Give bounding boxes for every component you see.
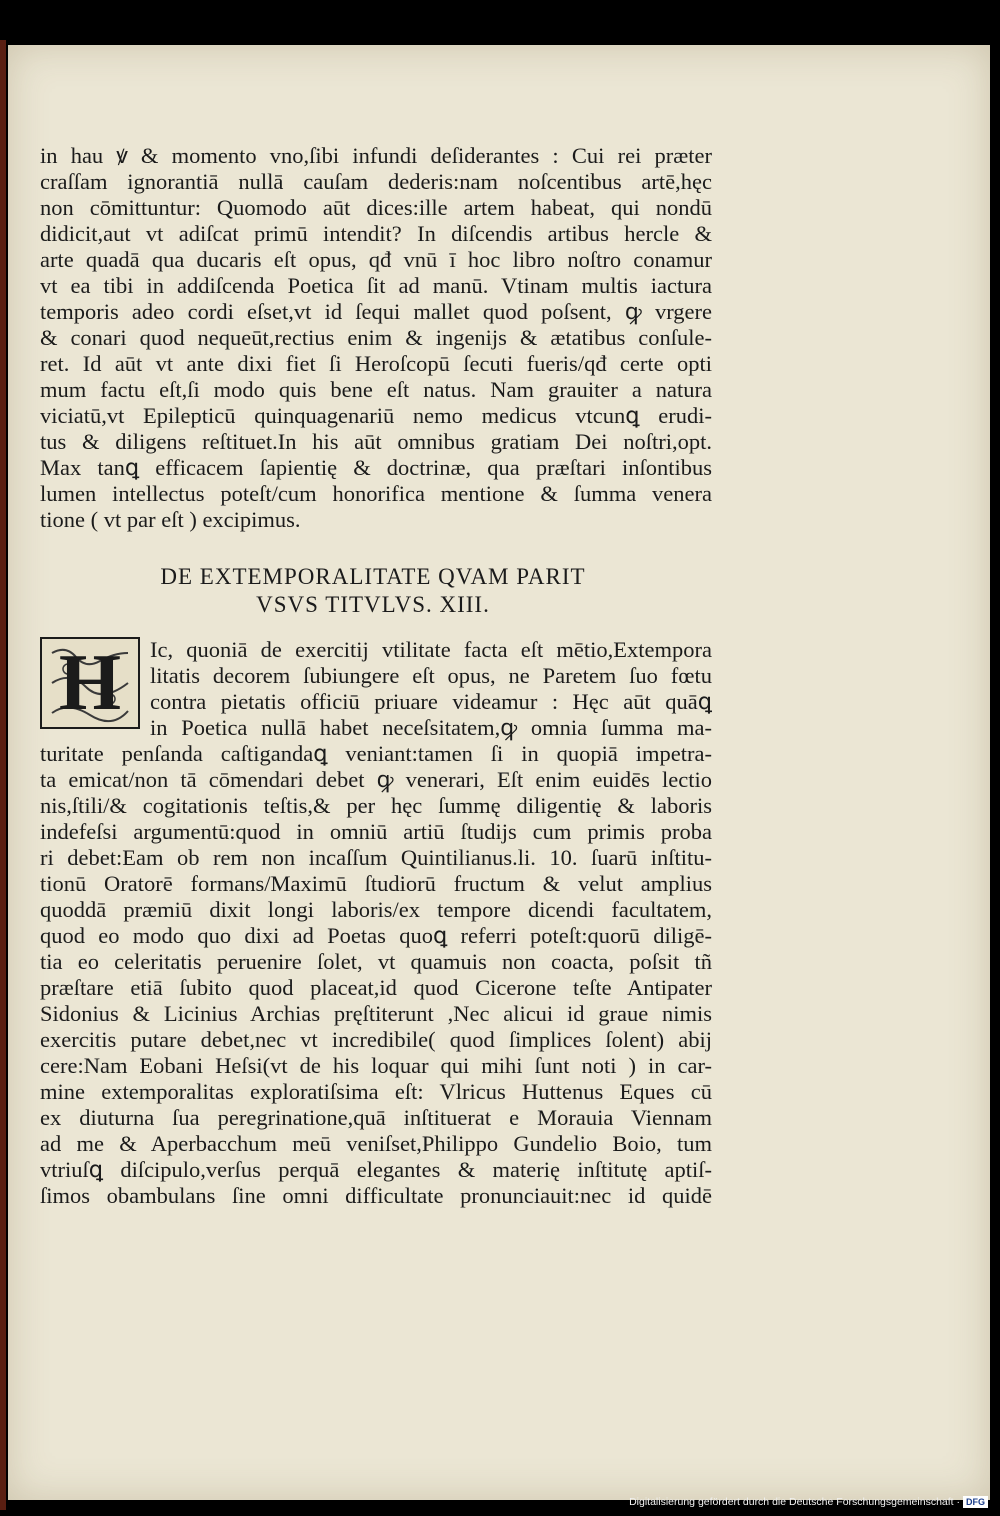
text-line: ex diuturna ſua peregrinatione,quā inſtituerat e Morauia Viennam: [40, 1105, 712, 1130]
text-line: temporis adeo cordi eſset,vt id ſequi mallet quod poſsent, ꝙ vrgere: [40, 299, 712, 324]
text-line: in Poetica nullā habet neceſsitatem,ꝙ omnia ſumma ma-: [150, 715, 712, 740]
initial-letter: H: [58, 639, 122, 727]
text-line: ta emicat/non tā cōmendari debet ꝙ venerari, Eſt enim euidēs lectio: [40, 767, 712, 792]
heading-line: VSVS TITVLVS. XIII.: [256, 592, 490, 617]
decorated-initial: [40, 637, 140, 729]
text-line: vtriuſꝗ diſcipulo,verſus perquā elegantes & materię inſtitutę aptiſ-: [40, 1157, 712, 1182]
text-line: mine extemporalitas exploratiſsima eſt: Vlricus Huttenus Eques cū: [40, 1079, 712, 1104]
text-line: ſimos obambulans ſine omni difficultate pronunciauit:nec id quidē: [40, 1183, 712, 1208]
text-line: contra pietatis officiū priuare videamur : Hęc aūt quāꝗ: [150, 689, 712, 714]
book-page: [8, 45, 990, 1500]
text-line: exercitis putare debet,nec vt incredibile( quod ſimplices ſolent) abij: [40, 1027, 712, 1052]
text-line: Sidonius & Licinius Archias pręſtiterunt ,Nec alicui id graue nimis: [40, 1001, 712, 1026]
text-line: didicit,aut vt adiſcat primū intendit? In diſcendis artibus hercle &: [40, 221, 712, 246]
dfg-logo: DFG: [963, 1496, 988, 1508]
credit-text: Digitalisierung gefördert durch die Deutsche Forschungsgemeinschaft ·: [629, 1496, 960, 1508]
text-line: ret. Id aūt vt ante dixi fiet ſi Heroſcopū ſecuti fueris/qđ certe opti: [40, 351, 712, 376]
text-line: nis,ſtili/& cogitationis teſtis,& per hęc ſummę diligentię & laboris: [40, 793, 712, 818]
text-line: Ic, quoniā de exercitij vtilitate facta eſt mētio,Extempora: [150, 637, 712, 662]
text-line: lumen intellectus poteſt/cum honorifica mentione & ſumma venera: [40, 481, 712, 506]
book-spine-edge: [0, 40, 6, 1510]
text-block-1: [40, 143, 712, 533]
text-line: tus & diligens reſtituet.In his aūt omnibus gratiam Dei noſtri,opt.: [40, 429, 712, 454]
text-line: vt ea tibi in addiſcenda Poetica ſit ad manū. Vtinam multis iactura: [40, 273, 712, 298]
heading-line: DE EXTEMPORALITATE QVAM PARIT: [160, 564, 586, 589]
text-line: litatis decorem ſubiungere eſt opus, ne Paretem ſuo fœtu: [150, 663, 712, 688]
text-block-2: [40, 637, 712, 1209]
text-line: tia eo celeritatis peruenire ſolet, vt quamuis non coacta, poſsit tñ: [40, 949, 712, 974]
text-line: quod eo modo quo dixi ad Poetas quoꝗ referri poteſt:quorū diligē-: [40, 923, 712, 948]
text-line: quoddā præmiū dixit longi laboris/ex tempore dicendi facultatem,: [40, 897, 712, 922]
digitization-credit: [610, 1492, 988, 1512]
text-line: viciatū,vt Epilepticū quinquagenariū nemo medicus vtcunꝗ erudi-: [40, 403, 712, 428]
text-line: & conari quod nequeūt,rectius enim & ingenijs & ætatibus conſule-: [40, 325, 712, 350]
chapter-heading: [108, 563, 638, 619]
text-line: tione ( vt par eſt ) excipimus.: [40, 507, 301, 532]
text-line: in hau ꝟ & momento vno,ſibi infundi deſiderantes : Cui rei præter: [40, 143, 712, 168]
text-line: non cōmittuntur: Quomodo aūt dices:ille artem habeat, qui nondū: [40, 195, 712, 220]
text-line: mum factu eſt,ſi modo quis bene eſt natus. Nam grauiter a natura: [40, 377, 712, 402]
text-line: turitate penſanda caſtigandaꝗ veniant:tamen ſi in quopiā impetra-: [40, 741, 712, 766]
text-line: indefeſsi argumentū:quod in omniū artiū ſtudijs cum primis proba: [40, 819, 712, 844]
text-line: arte quadā qua ducaris eſt opus, qđ vnū ī hoc libro noſtro conamur: [40, 247, 712, 272]
text-line: ri debet:Eam ob rem non incaſſum Quintilianus.li. 10. ſuarū inſtitu-: [40, 845, 712, 870]
text-line: Max tanꝗ efficacem ſapientię & doctrinæ, qua præſtari inſontibus: [40, 455, 712, 480]
text-line: præſtare etiā ſubito quod placeat,id quod Cicerone teſte Antipater: [40, 975, 712, 1000]
text-line: tionū Oratorē formans/Maximū ſtudiorū fructum & velut amplius: [40, 871, 712, 896]
text-line: ad me & Aperbacchum meū veniſset,Philippo Gundelio Boio, tum: [40, 1131, 712, 1156]
text-line: cere:Nam Eobani Heſsi(vt de his loquar qui mihi ſunt noti ) in car-: [40, 1053, 712, 1078]
text-line: craſſam ignorantiā nullā cauſam dederis:nam noſcentibus artē,hęc: [40, 169, 712, 194]
